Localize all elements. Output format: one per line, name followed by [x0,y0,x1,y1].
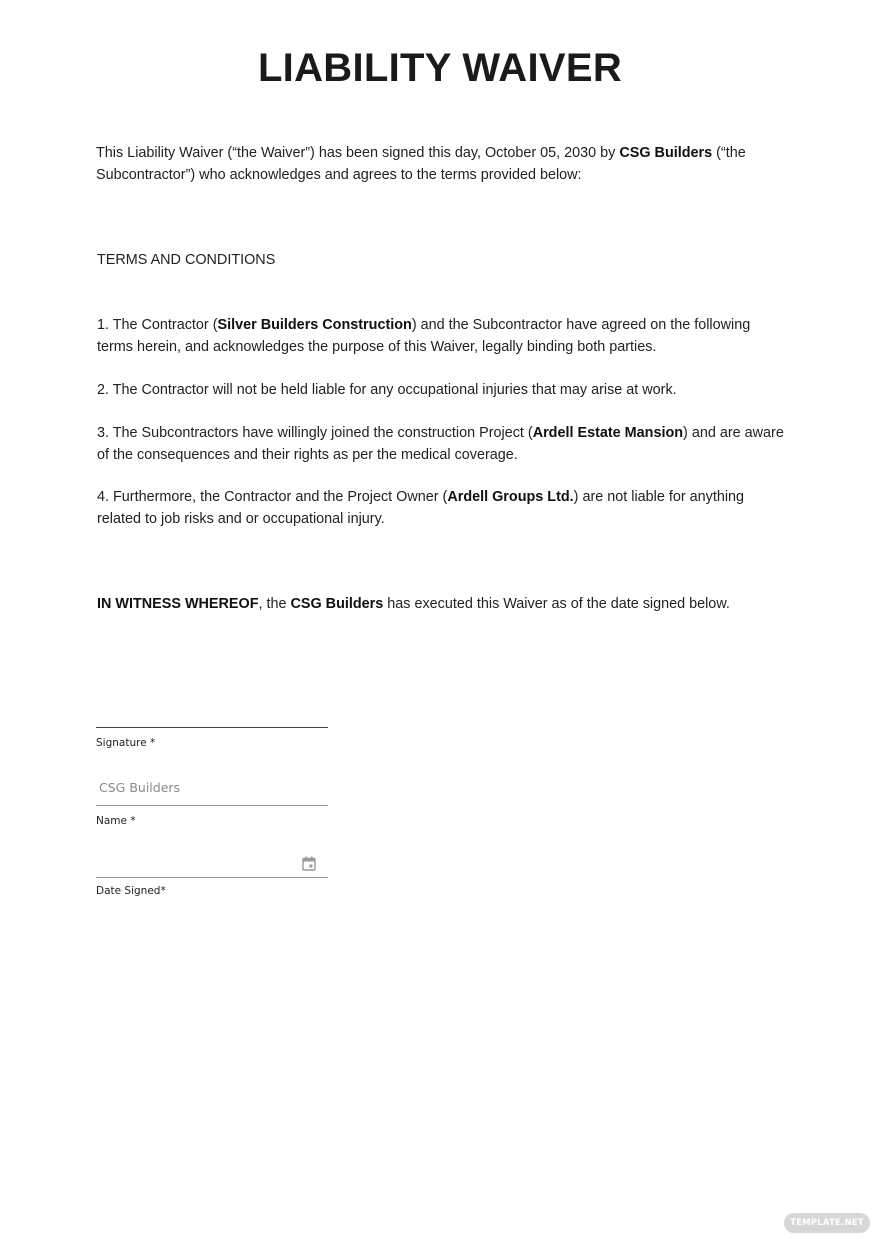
term-3-text: 3. The Subcontractors have willingly joined the construction Project ( [97,425,533,441]
date-signed-label: Date Signed* [96,885,166,897]
term-2-text: 2. The Contractor will not be held liable for any occupational injuries that may arise at work. [97,382,677,398]
term-1-text: 1. The Contractor ( [97,317,218,333]
signature-label: Signature * [96,737,156,749]
witness-text: , the [258,596,291,612]
name-label: Name * [96,815,136,827]
subcontractor-name: CSG Builders [619,145,713,161]
witness-heading: IN WITNESS WHEREOF [97,596,259,612]
project-owner-name: Ardell Groups Ltd. [447,489,574,505]
date-input-line [96,877,328,878]
intro-text: This Liability Waiver (“the Waiver”) has been signed this day, October 05, 2030 by [96,145,620,161]
signature-line[interactable] [96,727,328,728]
witness-paragraph [97,594,787,616]
name-input-value[interactable]: CSG Builders [99,780,181,795]
intro-text-end: (“the Subcontractor”) who acknowledges and agrees to the terms provided below: [96,145,746,183]
term-item-2 [97,380,787,402]
contractor-name: Silver Builders Construction [217,317,412,333]
term-item-3 [97,423,787,466]
term-item-1 [97,315,787,358]
term-4-text-end: ) are not liable for anything related to job risks and or occupational injury. [97,489,745,527]
term-item-4 [97,487,787,530]
name-input-line [96,805,328,806]
project-name: Ardell Estate Mansion [532,425,684,441]
calendar-icon[interactable] [302,856,316,871]
term-3-text-end: ) and are aware of the consequences and their rights as per the medical coverage. [97,425,784,463]
document-title: LIABILITY WAIVER [257,46,623,90]
witness-party: CSG Builders [290,596,384,612]
terms-heading: TERMS AND CONDITIONS [97,252,276,268]
intro-paragraph [96,143,786,186]
term-4-text: 4. Furthermore, the Contractor and the Project Owner ( [97,489,448,505]
witness-text-end: has executed this Waiver as of the date signed below. [383,596,730,612]
template-watermark: TEMPLATE.NET [784,1213,870,1233]
term-1-text-end: ) and the Subcontractor have agreed on the following terms herein, and acknowledges the purpose of this Waiver, legally binding both parties. [97,317,751,355]
